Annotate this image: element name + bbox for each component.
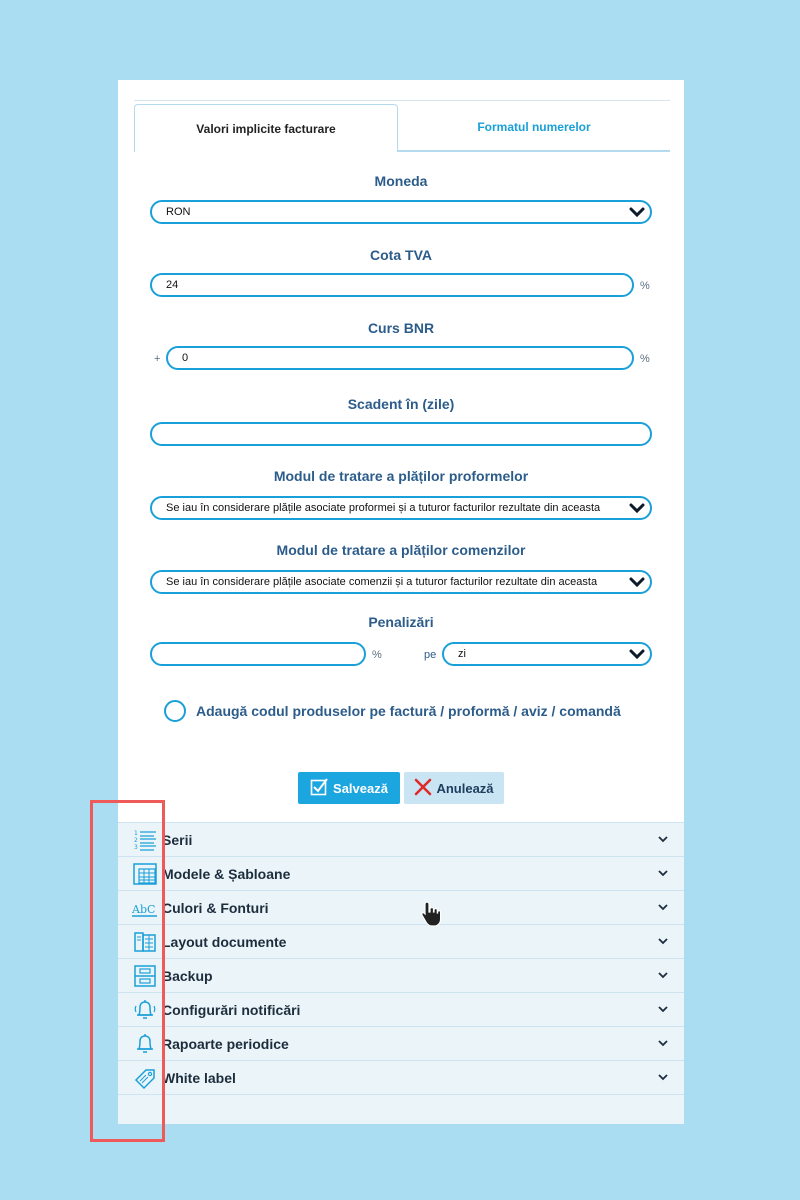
accordion-label: Serii <box>162 831 193 848</box>
penalizari-label: Penalizări <box>368 614 434 630</box>
add-product-code-label: Adaugă codul produselor pe factură / proformă / aviz / comandă <box>196 703 621 719</box>
proforme-label: Modul de tratare a plăților proformelor <box>273 468 529 484</box>
cancel-label: Anulează <box>436 780 494 796</box>
accordion-label: Rapoarte periodice <box>162 1035 289 1052</box>
cota-tva-label: Cota TVA <box>370 247 432 263</box>
hand-cursor-icon <box>420 900 442 928</box>
moneda-label: Moneda <box>374 173 428 189</box>
settings-panel <box>118 80 684 1120</box>
chevron-down-icon <box>624 644 650 664</box>
curs-percent-suffix: % <box>640 353 650 365</box>
cota-tva-input[interactable] <box>150 273 634 297</box>
curs-bnr-label: Curs BNR <box>367 320 435 336</box>
svg-text:AbC: AbC <box>132 902 156 916</box>
accordion-item-serii[interactable] <box>118 822 684 856</box>
accordion-item-modele-sabloane[interactable] <box>118 856 684 890</box>
comenzi-label: Modul de tratare a plăților comenzilor <box>276 542 526 558</box>
accordion-item-layout-documente[interactable] <box>118 924 684 958</box>
scadent-input[interactable] <box>150 422 652 446</box>
tab-bar <box>134 104 670 152</box>
pe-value: zi <box>458 648 466 660</box>
chevron-down-icon <box>624 572 650 592</box>
penalizari-input[interactable] <box>150 642 366 666</box>
close-icon <box>414 778 432 799</box>
accordion-label: Culori & Fonturi <box>162 899 269 916</box>
chevron-down-icon <box>624 202 650 222</box>
svg-text:3: 3 <box>134 843 138 851</box>
icon-column-highlight <box>90 800 165 1142</box>
comenzi-value: Se iau în considerare plățile asociate comenzii și a tuturor facturilor rezultate din aceasta <box>166 576 598 588</box>
chevron-down-icon <box>656 933 670 949</box>
scadent-label: Scadent în (zile) <box>347 396 455 412</box>
tab-valori-implicite[interactable]: Valori implicite facturare <box>134 104 398 152</box>
accordion-label: Backup <box>162 967 213 984</box>
chevron-down-icon <box>656 899 670 915</box>
chevron-down-icon <box>656 865 670 881</box>
cancel-button[interactable] <box>404 772 504 804</box>
checkbox-check-icon <box>310 778 328 799</box>
curs-bnr-value: 0 <box>182 352 189 364</box>
curs-plus-prefix: + <box>154 353 161 365</box>
save-label: Salvează <box>333 780 388 796</box>
proforme-value: Se iau în considerare plățile asociate proformei și a tuturor facturilor rezultate din aceasta <box>166 502 601 514</box>
pe-select[interactable] <box>442 642 652 666</box>
accordion-item-backup[interactable] <box>118 958 684 992</box>
cota-percent-suffix: % <box>640 280 650 292</box>
add-product-code-checkbox[interactable] <box>164 700 186 722</box>
chevron-down-icon <box>656 1069 670 1085</box>
settings-accordion <box>118 822 684 1124</box>
chevron-down-icon <box>656 1001 670 1017</box>
accordion-footer <box>118 1094 684 1124</box>
chevron-down-icon <box>656 831 670 847</box>
accordion-item-white-label[interactable] <box>118 1060 684 1094</box>
svg-text:1: 1 <box>134 829 138 837</box>
cota-tva-value: 24 <box>166 279 179 291</box>
proforme-select[interactable] <box>150 496 652 520</box>
curs-bnr-input[interactable] <box>166 346 634 370</box>
chevron-down-icon <box>656 967 670 983</box>
accordion-label: White label <box>162 1069 236 1086</box>
accordion-label: Layout documente <box>162 933 287 950</box>
accordion-item-rapoarte-periodice[interactable] <box>118 1026 684 1060</box>
tab-formatul-numerelor[interactable]: Formatul numerelor <box>398 104 670 152</box>
chevron-down-icon <box>624 498 650 518</box>
accordion-label: Configurări notificări <box>162 1001 301 1018</box>
penalizari-percent-suffix: % <box>372 649 382 661</box>
save-button[interactable] <box>298 772 400 804</box>
comenzi-select[interactable] <box>150 570 652 594</box>
add-product-code-option[interactable] <box>164 700 621 722</box>
chevron-down-icon <box>656 1035 670 1051</box>
accordion-label: Modele & Șabloane <box>162 865 291 882</box>
svg-text:2: 2 <box>134 836 138 844</box>
divider <box>134 100 670 101</box>
accordion-item-configurari-notificari[interactable] <box>118 992 684 1026</box>
moneda-value: RON <box>166 206 191 218</box>
accordion-item-culori-fonturi[interactable] <box>118 890 684 924</box>
moneda-select[interactable] <box>150 200 652 224</box>
pe-label: pe <box>424 649 437 661</box>
